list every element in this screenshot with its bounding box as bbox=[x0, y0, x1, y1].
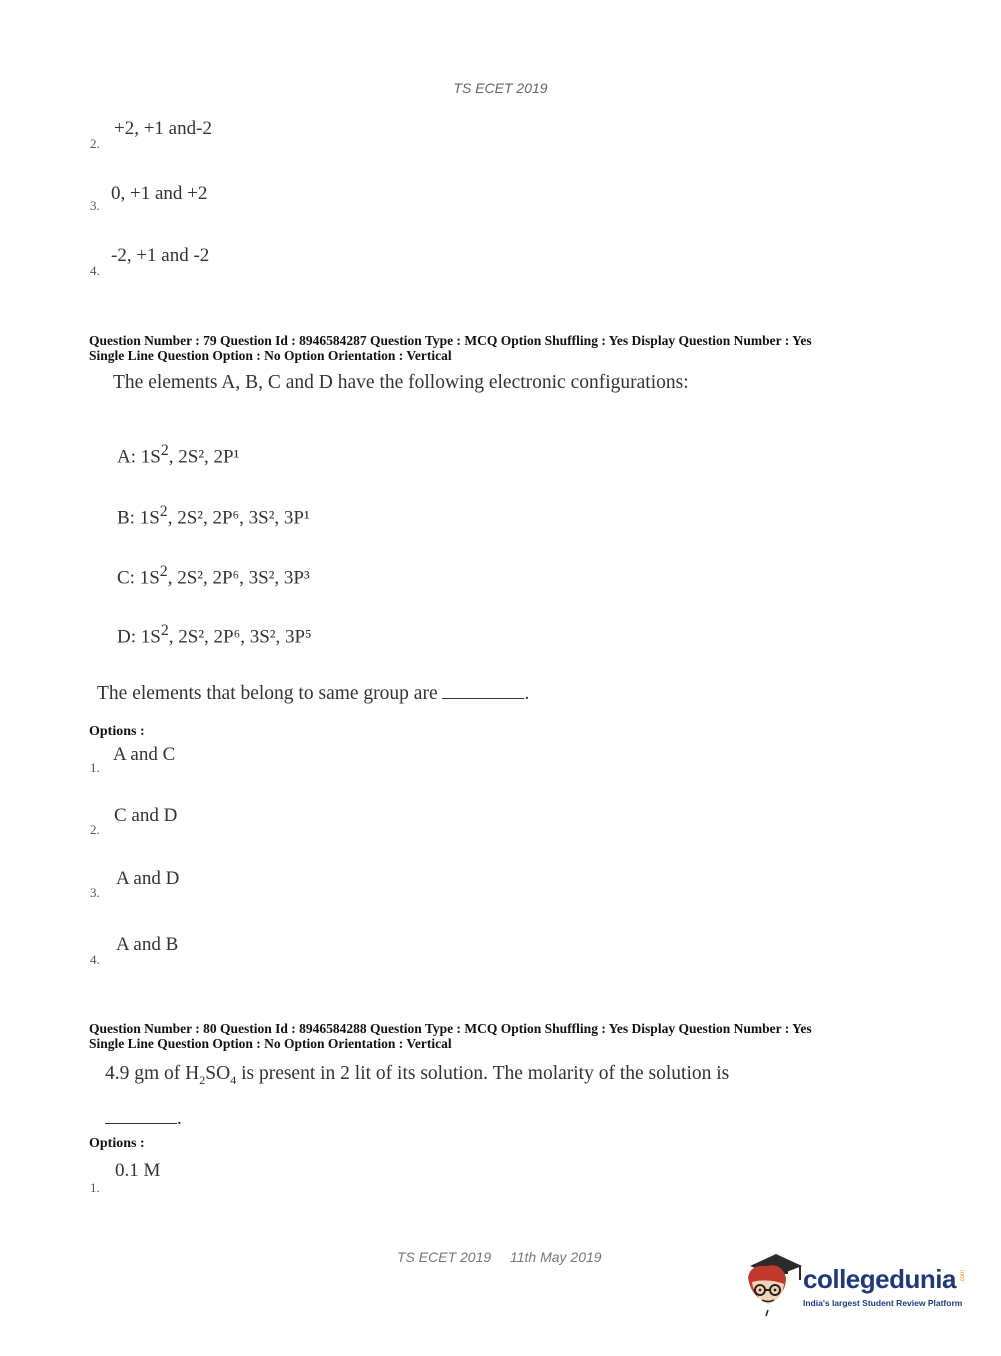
config-rest: 2S², 2P⁶, 3S², 3P¹ bbox=[177, 507, 310, 529]
footer-exam: TS ECET 2019 bbox=[397, 1249, 492, 1265]
config-line: D: $1S^2$, 2S², 2P⁶, 3S², 3P⁵ bbox=[117, 622, 312, 648]
option-text: C and D bbox=[114, 805, 178, 826]
config-line: C: $1S^2$, 2S², 2P⁶, 3S², 3P³ bbox=[117, 563, 310, 589]
config-prefix: C: 1S bbox=[117, 567, 160, 589]
option-text: +2, +1 and-2 bbox=[114, 118, 212, 139]
option-text: 0.1 M bbox=[115, 1160, 161, 1181]
option-number: 3. bbox=[90, 198, 100, 213]
question-stem: The elements A, B, C and D have the following electronic configurations: bbox=[113, 372, 689, 393]
stem-part: is present in 2 lit of its solution. The molarity of the solution is bbox=[236, 1063, 730, 1084]
question-meta-line: Single Line Question Option : No Option Orientation : Vertical bbox=[89, 348, 452, 363]
page-header: TS ECET 2019 bbox=[453, 80, 548, 96]
option-number: 4. bbox=[90, 952, 100, 967]
stem-part: 4.9 gm of H bbox=[105, 1063, 200, 1084]
config-rest: 2S², 2P⁶, 3S², 3P⁵ bbox=[178, 626, 312, 648]
options-label: Options : bbox=[89, 724, 145, 739]
question-stem bbox=[105, 1063, 729, 1088]
collegedunia-mascot-icon bbox=[742, 1248, 804, 1318]
config-prefix: B: 1S bbox=[117, 507, 160, 529]
config-rest: 2S², 2P⁶, 3S², 3P³ bbox=[177, 567, 310, 589]
stem-subscript: 4 bbox=[230, 1072, 237, 1087]
option-number: 4. bbox=[90, 263, 100, 278]
config-prefix: A: 1S bbox=[117, 446, 161, 468]
question-text-content: The elements that belong to same group are bbox=[97, 683, 438, 704]
stem-subscript: 2 bbox=[199, 1072, 206, 1087]
footer-date: 11th May 2019 bbox=[510, 1249, 602, 1265]
option-number: 1. bbox=[90, 1180, 100, 1195]
question-meta-line: Question Number : 79 Question Id : 8946584287 Question Type : MCQ Option Shuffling : Yes Display Question Number : Yes bbox=[89, 333, 812, 348]
config-line: B: $1S^2$, 2S², 2P⁶, 3S², 3P¹ bbox=[117, 503, 310, 529]
question-meta bbox=[89, 333, 812, 363]
config-prefix: D: 1S bbox=[117, 626, 161, 648]
option-number: 2. bbox=[90, 136, 100, 151]
logo-wordmark: collegedunia bbox=[803, 1264, 956, 1294]
option-text: -2, +1 and -2 bbox=[111, 245, 210, 266]
question-meta-line: Question Number : 80 Question Id : 8946584288 Question Type : MCQ Option Shuffling : Yes Display Question Number : Yes bbox=[89, 1021, 812, 1036]
answer-blank-line: . bbox=[105, 1108, 182, 1130]
logo-com: .com bbox=[960, 1270, 966, 1284]
config-line: A: $1S^2$, 2S², 2P¹ bbox=[117, 442, 240, 468]
answer-blank bbox=[105, 1109, 177, 1124]
stem-part: SO bbox=[205, 1063, 231, 1084]
option-text: 0, +1 and +2 bbox=[111, 183, 208, 204]
config-rest: 2S², 2P¹ bbox=[178, 446, 240, 468]
question-text: The elements that belong to same group are . bbox=[97, 683, 530, 704]
question-meta bbox=[89, 1021, 812, 1051]
answer-blank bbox=[442, 684, 524, 699]
question-meta-line: Single Line Question Option : No Option Orientation : Vertical bbox=[89, 1036, 452, 1051]
option-number: 3. bbox=[90, 885, 100, 900]
option-number: 1. bbox=[90, 760, 100, 775]
option-text: A and D bbox=[116, 868, 180, 889]
options-label: Options : bbox=[89, 1136, 145, 1151]
option-text: A and B bbox=[116, 934, 179, 955]
logo-tagline: India's largest Student Review Platform bbox=[803, 1298, 963, 1308]
option-text: A and C bbox=[113, 744, 176, 765]
option-number: 2. bbox=[90, 822, 100, 837]
